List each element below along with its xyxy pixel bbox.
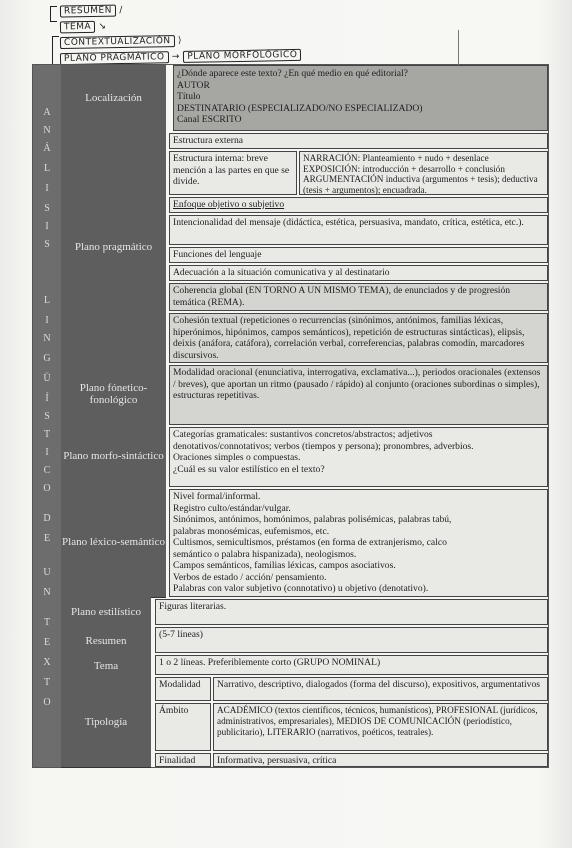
coherencia: Coherencia global (EN TORNO A UN MISMO TEMA), de enunciados y de progresión temática (REMA).	[169, 283, 548, 311]
text-line: Sinónimos, antónimos, homónimos, palabras polisémicas, palabras tabú,	[173, 514, 452, 525]
text-line: Palabras con valor subjetivo (connotativo) u objetivo (denotativo).	[173, 583, 429, 594]
tipologia-ambito: ACADÉMICO (textos científicos, técnicos, humanísticos), PROFESIONAL (jurídicos, administrativos, empresariales), MEDIOS DE COMUNICACIÓN (periodístico, publicitario), LITERARIO (narrativos, poéticos, teatrales).	[213, 703, 548, 751]
funciones: Funciones del lenguaje	[169, 247, 548, 263]
estilistico-cell: Figuras literarias.	[155, 599, 548, 625]
tipologia-finalidad: Informativa, persuasiva, crítica	[213, 753, 548, 767]
vlabel: L	[43, 295, 51, 306]
estructuras-list	[299, 151, 548, 195]
estructura-narracion: NARRACIÓN: Planteamiento + nudo + desenlace	[303, 153, 489, 163]
enfoque	[169, 197, 548, 213]
cohesion: Cohesión textual (repeticiones o recurrencias (sinónimos, antónimos, familias léxicas, hiperónimos, hipónimos, campos semánticos), repetición de estructuras sintácticas), elipsis, deixis (anáfora, catáfora), correlación verbal, correferencias, palabras comodín, marcadores discursivos.	[169, 313, 548, 363]
vlabel: U	[43, 567, 51, 578]
vlabel: T	[43, 677, 51, 688]
note-resumen: RESUMEN /	[60, 5, 123, 16]
text-line: Verbos de estado / acción/ pensamiento.	[173, 571, 327, 583]
vlabel: A	[43, 107, 51, 118]
text-line: DESTINATARIO (ESPECIALIZADO/NO ESPECIALIZADO)	[177, 102, 423, 114]
text-line: Registro culto/estándar/vulgar.	[173, 502, 291, 514]
margin-mark	[458, 30, 459, 65]
text-line: denotativos/connotativos; verbos (tiempos y persona); pronombres, adverbios.	[173, 440, 474, 452]
vlabel: O	[43, 483, 51, 494]
estructura-exposicion: EXPOSICIÓN: introducción + desarrollo + conclusión	[303, 163, 505, 174]
text-line: ¿Cuál es su valor estilístico en el texto?	[173, 463, 325, 475]
vlabel: Í	[45, 393, 49, 404]
tipologia-modalidad-label: Modalidad	[155, 677, 211, 701]
fonetico-cell: Modalidad oracional (enunciativa, interrogativa, exclamativa...), periodos oracionales (extensos / breves), que aportan un ritmo (pausado / rápido) al conjunto (oraciones subordinas o simples), estructuras repetitivas.	[169, 365, 548, 425]
section-plano-morfo: Plano morfo-sintáctico	[61, 425, 166, 488]
tema-cell: 1 o 2 líneas. Preferiblemente corto (GRUPO NOMINAL)	[155, 655, 548, 675]
text-line: Título	[177, 91, 201, 102]
section-plano-lexico: Plano léxico-semántico	[61, 487, 166, 598]
vlabel: I	[45, 315, 49, 326]
tipologia-ambito-label: Ámbito	[155, 703, 211, 751]
estructura-argumentacion: ARGUMENTACIÓN inductiva (argumentos + tesis); deductiva (tesis + argumentos); encuadrada.	[303, 174, 538, 195]
text-line: semántico o palabra hispanizada), neologismos.	[173, 548, 357, 560]
vlabel: T	[43, 429, 51, 440]
text-line: Nivel formal/informal.	[173, 491, 261, 502]
section-resumen: Resumen	[61, 627, 151, 656]
estructura-interna: Estructura interna: breve mención a las partes en que se divide.	[169, 151, 297, 195]
localizacion-cell	[173, 65, 548, 131]
tipologia-finalidad-label: Finalidad	[155, 753, 211, 767]
section-plano-fonetico: Plano fónetico-fonológico	[61, 363, 166, 426]
text-line: ¿Dónde aparece este texto? ¿En qué medio en qué editorial?	[177, 68, 408, 79]
vlabel: T	[43, 617, 51, 628]
section-localizacion: Localización	[61, 65, 166, 132]
resumen-cell: (5-7 líneas)	[155, 627, 548, 653]
vlabel: O	[43, 697, 51, 708]
vlabel: I	[45, 221, 49, 232]
vlabel: I	[45, 447, 49, 458]
analysis-table	[32, 64, 549, 768]
bracket-mark-2	[52, 36, 59, 66]
section-plano-estilistico: Plano estilístico	[61, 597, 151, 628]
morfo-cell	[169, 427, 548, 487]
vlabel: S	[44, 411, 50, 422]
estructura-externa: Estructura externa	[169, 133, 548, 149]
vlabel: C	[43, 465, 51, 476]
text-line: Categorías gramaticales: sustantivos concretos/abstractos; adjetivos	[173, 429, 433, 440]
vlabel: E	[43, 533, 51, 544]
section-plano-pragmatico: Plano pragmático	[61, 131, 166, 364]
section-tipologia: Tipología	[61, 677, 151, 768]
adecuacion: Adecuación a la situación comunicativa y al destinatario	[169, 265, 548, 281]
text-line: AUTOR	[177, 79, 210, 91]
vlabel: N	[43, 333, 51, 344]
section-tema: Tema	[61, 655, 151, 678]
tipologia-modalidad: Narrativo, descriptivo, dialogados (forma del discurso), expositivos, argumentativos	[213, 677, 548, 701]
vlabel: D	[43, 513, 51, 524]
vlabel: L	[43, 163, 51, 174]
vlabel: Á	[43, 143, 51, 154]
text-line: Canal ESCRITO	[177, 114, 242, 125]
intencionalidad: Intencionalidad del mensaje (didáctica, estética, persuasiva, mandato, crítica, estética, etc.).	[169, 215, 548, 245]
text-line: Campos semánticos, familias léxicas, campos asociativos.	[173, 560, 396, 571]
lexico-cell	[169, 489, 548, 597]
vertical-title	[33, 65, 61, 767]
bracket-mark	[50, 6, 57, 22]
text-line: Cultismos, semicultismos, préstamos (en forma de extranjerismo, calco	[173, 537, 447, 548]
enfoque-text: Enfoque objetivo o subjetivo	[173, 199, 285, 210]
vlabel: E	[43, 637, 51, 648]
vlabel: N	[43, 125, 51, 136]
vlabel: S	[44, 239, 50, 250]
vlabel: Ü	[43, 373, 51, 384]
vlabel: X	[43, 657, 51, 668]
note-planos: PLANO PRAGMÁTICO → PLANO MORFOLÓGICO	[60, 50, 302, 64]
vlabel: G	[43, 353, 51, 364]
vlabel: N	[43, 587, 51, 598]
text-line: Oraciones simples o compuestas.	[173, 452, 301, 463]
note-tema: TEMA ↘	[60, 22, 107, 33]
vlabel: S	[44, 203, 50, 214]
vlabel: I	[45, 183, 49, 194]
note-contextualizacion: CONTEXTUALIZACIÓN ⟩	[60, 36, 182, 48]
text-line: palabras monosémicas, eufemismos, etc.	[173, 525, 330, 537]
